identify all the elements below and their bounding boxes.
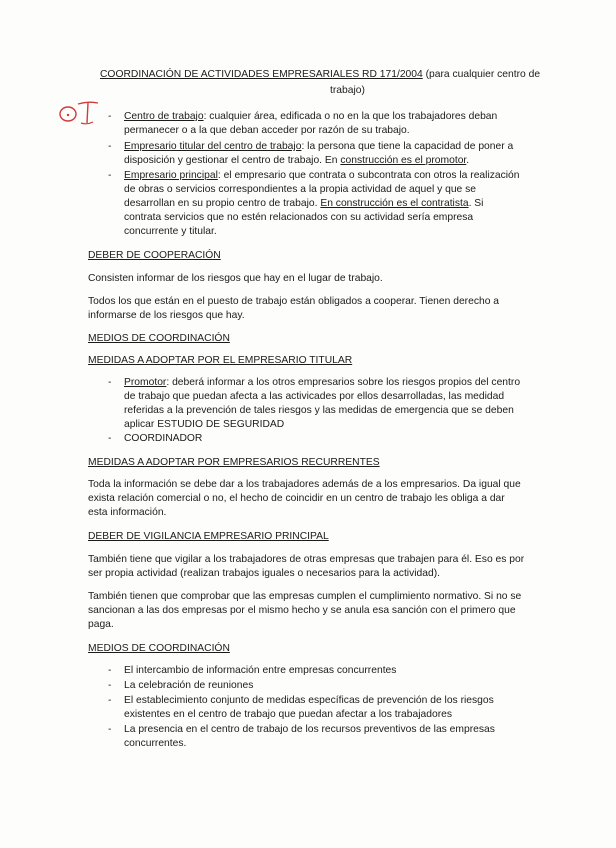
- heading-medidas-titular: MEDIDAS A ADOPTAR POR EL EMPRESARIO TITULAR: [88, 355, 353, 366]
- titular-promotor: Promotor: deberá informar a los otros empresarios sobre los riesgos propios del centro: [124, 377, 521, 388]
- definition-empresario-titular: Empresario titular del centro de trabajo: la persona que tiene la capacidad de poner a: [124, 141, 514, 152]
- titular-text: de trabajo que puedan afecta a las activicades por ellos desarrolladas, las medidad: [124, 391, 505, 402]
- definition-text: permanecer o a la que deban acceder por razón de su trabajo.: [124, 125, 410, 136]
- definition-text: contrata servicios que no estén relacionados con su actividad sería empresa: [124, 212, 474, 223]
- definition-text: disposición y gestionar el centro de trabajo. En construcción es el promotor.: [124, 155, 470, 166]
- definition-text: desarrollan en su propio centro de trabajo. En construcción es el contratista. Si: [124, 198, 484, 209]
- list-bullet: -: [108, 377, 112, 388]
- paragraph: ser propia actividad (realizan trabajos iguales o necesarios para la actividad).: [88, 568, 440, 579]
- titular-text: aplicar ESTUDIO DE SEGURIDAD: [124, 419, 285, 430]
- list-bullet: -: [108, 170, 112, 181]
- heading-medidas-recurrentes: MEDIDAS A ADOPTAR POR EMPRESARIOS RECURRENTES: [88, 457, 380, 468]
- document-title-line2: trabajo): [330, 85, 365, 96]
- definition-empresario-principal: Empresario principal: el empresario que contrata o subcontrata con otros la realización: [124, 170, 520, 181]
- titular-text: referidas a la prevención de tales riesgos y las medidas de emergencia que se deben: [124, 405, 514, 416]
- paragraph: exista relación comercial o no, el hecho de coincidir en un centro de trabajo les obliga a dar: [88, 493, 505, 504]
- handwritten-ot-annotation: [58, 98, 106, 126]
- paragraph: informarse de los riesgos que hay.: [88, 310, 245, 321]
- medio-item-cont: existentes en el centro de trabajo que puedan afectar a los trabajadores: [124, 709, 453, 720]
- definition-centro-trabajo: Centro de trabajo: cualquier área, edificada o no en la que los trabajadores deban: [124, 111, 498, 122]
- medio-item: La presencia en el centro de trabajo de los recursos preventivos de las empresas: [124, 724, 495, 735]
- list-bullet: -: [108, 680, 112, 691]
- titular-coordinador: COORDINADOR: [124, 433, 203, 444]
- list-bullet: -: [108, 141, 112, 152]
- medio-item: El intercambio de información entre empresas concurrentes: [124, 665, 397, 676]
- heading-medios-coordinacion-2: MEDIOS DE COORDINACIÓN: [88, 643, 230, 654]
- document-title: COORDINACIÓN DE ACTIVIDADES EMPRESARIALES RD 171/2004 (para cualquier centro de: [100, 69, 541, 80]
- definition-text: concurrente y titular.: [124, 226, 217, 237]
- list-bullet: -: [108, 724, 112, 735]
- paragraph: paga.: [88, 619, 114, 630]
- list-bullet: -: [108, 665, 112, 676]
- paragraph: Consisten informar de los riesgos que hay en el lugar de trabajo.: [88, 273, 383, 284]
- heading-deber-cooperacion: DEBER DE COOPERACIÓN: [88, 250, 221, 261]
- medio-item: La celebración de reuniones: [124, 680, 254, 691]
- paragraph: Toda la información se debe dar a los trabajadores además de a los empresarios. Da igual que: [88, 479, 521, 490]
- paragraph: esta información.: [88, 507, 167, 518]
- list-bullet: -: [108, 111, 112, 122]
- heading-deber-vigilancia: DEBER DE VIGILANCIA EMPRESARIO PRINCIPAL: [88, 531, 329, 542]
- heading-medios-coordinacion: MEDIOS DE COORDINACIÓN: [88, 333, 230, 344]
- paragraph: También tienen que comprobar que las empresas cumplen el cumplimiento normativo. Si no se: [88, 591, 522, 602]
- paragraph: sancionan a las dos empresas por el mismo hecho y se anula esa sanción con el primero que: [88, 605, 516, 616]
- list-bullet: -: [108, 433, 112, 444]
- paragraph: También tiene que vigilar a los trabajadores de otras empresas que trabajen para él. Eso es por: [88, 554, 525, 565]
- medio-item: El establecimiento conjunto de medidas específicas de prevención de los riesgos: [124, 695, 494, 706]
- definition-text: de obras o servicios correspondientes a la propia actividad de aquel y que se: [124, 184, 477, 195]
- list-bullet: -: [108, 695, 112, 706]
- medio-item-cont: concurrentes.: [124, 738, 187, 749]
- paragraph: Todos los que están en el puesto de trabajo están obligados a cooperar. Tienen derecho a: [88, 296, 500, 307]
